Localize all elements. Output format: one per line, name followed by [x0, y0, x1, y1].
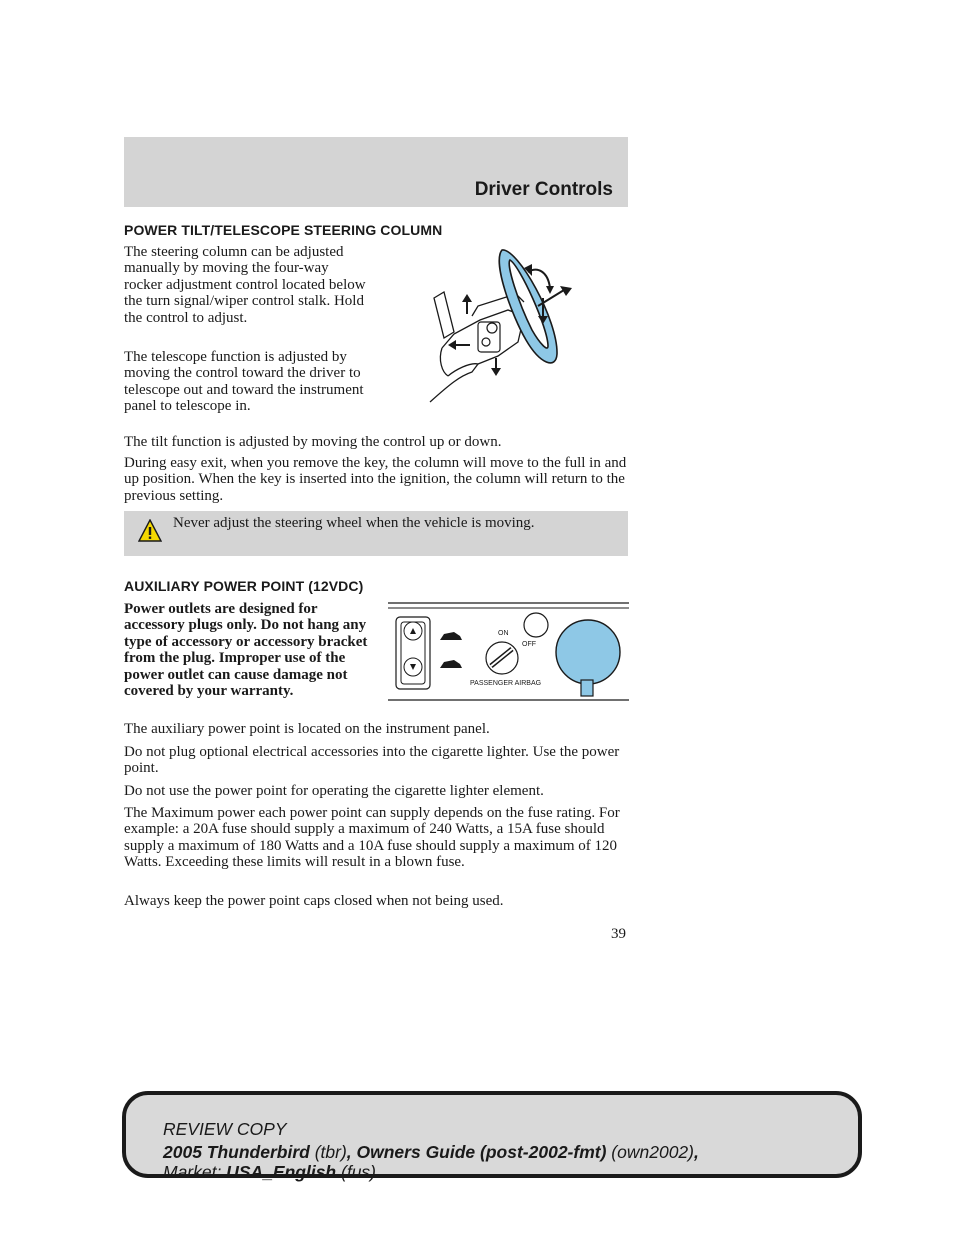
- paragraph-max-power: The Maximum power each power point can supply depends on the fuse rating. For example: a 20A fuse should supply a maximum of 240 Watts, a 15A fuse should supply a maximum of 180 Watts and a 10A fuse should supply a maximum of 120 Watts. Exceeding these limits will result in a blown fuse.: [124, 805, 620, 871]
- review-copy-label: REVIEW COPY: [163, 1119, 287, 1139]
- review-copy-model-line: [163, 1142, 699, 1163]
- warning-box: [124, 511, 628, 556]
- power-point-illustration: [388, 602, 629, 702]
- guide-code: (own2002): [611, 1142, 694, 1162]
- steering-column-illustration: [420, 244, 585, 406]
- paragraph-no-lighter-element: Do not use the power point for operating the cigarette lighter element.: [124, 783, 544, 799]
- market-name: USA_English: [226, 1162, 337, 1182]
- paragraph-no-optional-accessories: Do not plug optional electrical accessories into the cigarette lighter. Use the power point.: [124, 744, 620, 777]
- label-passenger-airbag: PASSENGER AIRBAG: [470, 680, 542, 687]
- indicator-lamp: [524, 613, 548, 637]
- header-band: [124, 137, 628, 207]
- paragraph-tilt: The tilt function is adjusted by moving the control up or down.: [124, 434, 502, 450]
- car-icon-upper: [440, 632, 462, 640]
- paragraph-power-outlet-caution: Power outlets are designed for accessory plugs only. Do not hang any type of accessory or accessory bracket from the plug. Improper use of the power outlet can cause damage not covered by your warranty.: [124, 601, 368, 700]
- model-code: (tbr): [314, 1142, 347, 1162]
- label-on: ON: [498, 630, 509, 637]
- warning-text: Never adjust the steering wheel when the vehicle is moving.: [173, 515, 535, 531]
- car-icon-lower: [440, 660, 462, 668]
- paragraph-easy-exit: During easy exit, when you remove the key, the column will move to the full in and up position. When the key is inserted into the ignition, the column will return to the previous setting.: [124, 455, 627, 504]
- page-number: 39: [611, 926, 626, 942]
- market-code: (fus): [341, 1162, 376, 1182]
- model-name: 2005 Thunderbird: [163, 1142, 310, 1162]
- warning-icon: [138, 519, 162, 543]
- paragraph-column-adjust: The steering column can be adjusted manually by moving the four-way rocker adjustment control located below the turn signal/wiper control stalk. Hold the control to adjust.: [124, 244, 366, 326]
- heading-power-tilt: POWER TILT/TELESCOPE STEERING COLUMN: [124, 222, 443, 238]
- heading-aux-power: AUXILIARY POWER POINT (12VDC): [124, 578, 364, 594]
- section-title: Driver Controls: [474, 179, 613, 200]
- paragraph-caps-closed: Always keep the power point caps closed when not being used.: [124, 893, 504, 909]
- review-copy-box: [122, 1091, 862, 1182]
- paragraph-location: The auxiliary power point is located on the instrument panel.: [124, 721, 490, 737]
- power-point-cap: [556, 620, 620, 684]
- label-off: OFF: [522, 641, 536, 648]
- guide-name: , Owners Guide (post-2002-fmt): [346, 1142, 607, 1162]
- line-comma: ,: [694, 1142, 699, 1162]
- market-label: Market:: [163, 1162, 222, 1182]
- paragraph-telescope: The telescope function is adjusted by moving the control toward the driver to telescope out and toward the instrument panel to telescope in.: [124, 349, 364, 415]
- review-copy-market-line: [163, 1162, 376, 1183]
